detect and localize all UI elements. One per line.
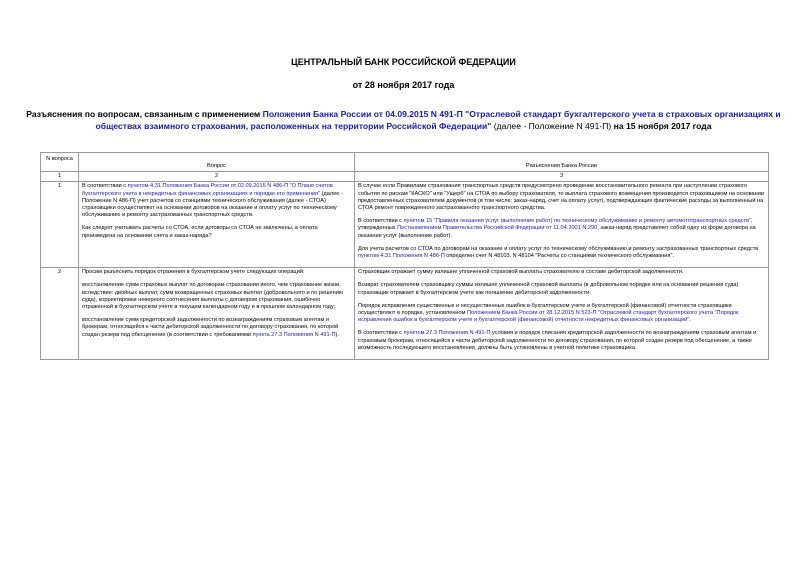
question-paragraph [82,317,351,339]
answer-paragraph [358,303,765,325]
text-segment: восстановление сумм кредиторской задолженности по вознаграждениям страховым агентам и брокерам, относящейся к части дебиторской задолженности по договору страхования, по которой создан резерв под обесценение (в соответствии с требованиями [82,317,339,338]
answer-cell [355,268,769,360]
answer-paragraph [358,330,765,352]
question-paragraph [82,225,351,239]
question-number: 1 [41,182,79,268]
text-segment: условия и порядок списания кредиторской задолженности по вознаграждениям страховым агентам и страховым брокерам, относящейся к части дебиторской задолженности по договору страхования, по которой создан резерв под обесценение, а также возможность последующего восстановления, должны быть установлены в учетной политике страховщика. [358,330,757,351]
regulation-link[interactable]: Положением Банка России от 28.12.2015 N 523-П "Отраслевой стандарт бухгалтерского учета "Порядок исправления ошибок в бухгалтерском учете и бухгалтерской (финансовой) отчетности некредитных финансовых организаций" [358,310,739,324]
text-segment: Как следует учитывать расчеты со СТОА, если договоры со СТОА не заключены, а оплата произведена на основании счета и заказ-наряда? [82,225,318,239]
title-middle: (далее - Положение N 491-П) [491,121,614,131]
table-row [41,268,769,360]
regulation-link[interactable]: пункта 27.3 Положения N 491-П [252,331,336,338]
text-segment: В соответствии с [82,183,128,190]
text-segment: ). [335,331,339,338]
answer-paragraph [358,282,765,296]
question-cell [79,182,355,268]
question-number: 2 [41,268,79,360]
index-cell: 2 [79,172,355,182]
text-segment: , утвержденных [358,218,753,232]
answer-paragraph [358,269,765,276]
text-segment: . [689,317,691,324]
index-cell: 1 [41,172,79,182]
table-header-row [41,153,769,172]
header-answer: Разъяснения Банка России [355,153,769,172]
text-segment: (далее - Положение N 486-П) учет расчетов со станциями технического обслуживания (далее - СТОА) страховщики осуществляют на основании договоров на оказание и оплату услуг по техническому обслуживанию и ремонту застрахованных транспортных средств. [82,190,343,219]
document-title [20,108,787,132]
text-segment: Порядок исправления существенных и несущественных ошибок в бухгалтерском учете и бухгалтерской (финансовой) отчетности страховщики осуществляют в порядке, установленном [358,302,732,317]
clarifications-table [40,152,769,360]
title-suffix: на 15 ноября 2017 года [613,121,712,131]
text-segment: В случае если Правилами страхования транспортных средств предусмотрено проведение восстановительного ремонта при наступлении страхового события по рискам "КАСКО" или "Ущерб" на СТОА по выбору страхователя, то выплата страхового возмещения производится страховщиком на основании предоставленных страхователем документов (в том числе: заказ-наряд, счет на оплату услуг), подтверждающих фактические расходы за выполненный на СТОА ремонт поврежденного застрахованного транспортного средства. [358,183,764,212]
answer-paragraph [358,183,765,212]
header-question-number: N вопроса [41,153,79,172]
text-segment: , заказ-наряд представляет собой одну из форм договора на оказание услуг (выполнение работ). [358,225,756,239]
title-regulation-link[interactable]: Положения Банка России от 04.09.2015 N 491-П "Отраслевой стандарт бухгалтерского учета в страховых организациях и обществах взаимного страхования, расположенных на территории Российской Федерации" [95,109,781,131]
text-segment: восстановление сумм страховых выплат по договорам страхования иного, чем страхование жизни, вследствие: двойных выплат, сумм возвращенных страховых выплат (добровольного и по решению суда), корректировки неверного соотнесения выплаты с договором страхования, ошибочно отраженной в бухгалтерском учете в текущем календарном году и в прошлом календарном году; [82,282,344,311]
table-index-row [41,172,769,182]
question-paragraph [82,269,351,276]
text-segment: Для учета расчетов со СТОА по договорам на оказание и оплату услуг по техническому обслуживанию и ремонту застрахованных транспортных средств [358,245,759,252]
regulation-link[interactable]: пунктом 27.3 Положения N 491-П [403,330,491,337]
text-segment: В соответствии с [358,218,404,225]
text-segment: Возврат страхователем страховщику суммы излишне уплаченной страховой выплаты (в добровольном порядке или на основании решения суда) страховщик отражает в бухгалтерском учете как погашение дебиторской задолженности. [358,282,739,296]
regulation-link[interactable]: пунктом 15 "Правила оказания услуг (выполнения работ) по техническому обслуживанию и ремонту автомототранспортных средств" [403,218,752,225]
text-segment: В соответствии с [358,330,404,337]
table-row [41,182,769,268]
organization-name: ЦЕНТРАЛЬНЫЙ БАНК РОССИЙСКОЙ ФЕДЕРАЦИИ [291,57,516,67]
regulation-link[interactable]: пунктом 4.31 Положения Банка России от 02.09.2015 N 486-П "О Плане счетов бухгалтерского учета в некредитных финансовых организациях и порядке его применения" [82,183,333,197]
question-paragraph [82,282,351,311]
answer-paragraph [358,218,765,240]
answer-paragraph [358,246,765,260]
index-cell: 3 [355,172,769,182]
answer-cell [355,182,769,268]
header-question: Вопрос [79,153,355,172]
question-cell [79,268,355,360]
regulation-link[interactable]: Постановлением Правительства Российской Федерации от 11.04.2001 N 290 [397,225,598,232]
regulation-link[interactable]: пунктом 4.31 Положения N 486-П [358,253,445,260]
text-segment: Страховщик отражает сумму излишне уплаченной страховой выплаты страхователю в составе дебиторской задолженности. [358,269,684,276]
title-prefix: Разъяснения по вопросам, связанным с применением [26,109,263,119]
question-paragraph [82,183,351,219]
document-date: от 28 ноября 2017 года [352,80,455,90]
text-segment: Просим разъяснить порядок отражения в бухгалтерском учете следующих операций: [82,269,305,276]
text-segment: определен счет N 48103, N 48104 "Расчеты со станциями технического обслуживания". [444,253,675,260]
